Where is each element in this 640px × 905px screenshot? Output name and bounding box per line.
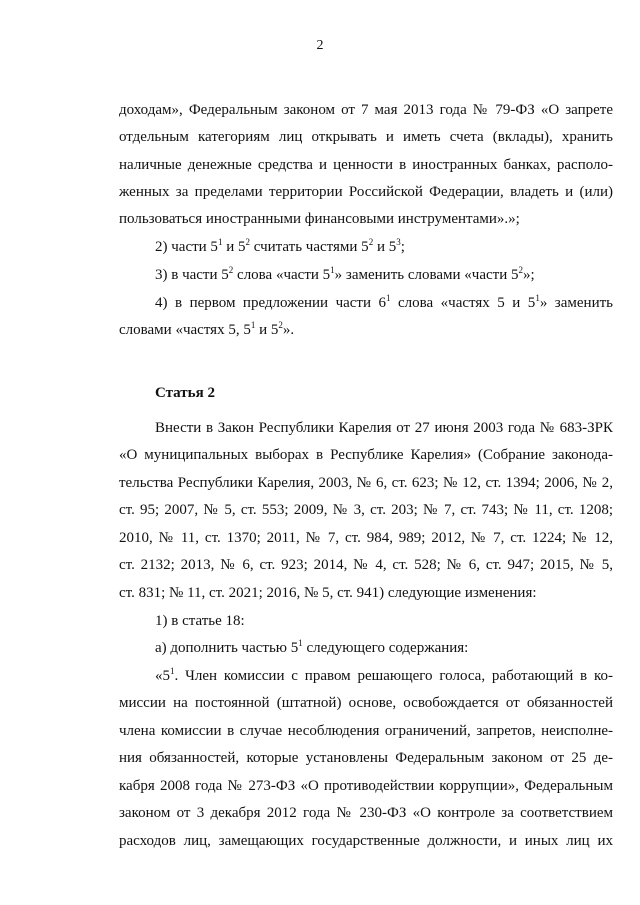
superscript: 1 [250,320,256,330]
text-line: пользоваться иностранными финансовыми инструментами».»; [119,211,520,227]
text-run: и 5 [222,239,246,255]
text-run: а) дополнить частью 5 [155,640,299,656]
page-number: 2 [316,38,324,53]
text-run: ». [282,322,295,338]
text-run: слова «частях 5 и 5 [390,295,536,311]
superscript: 1 [386,293,391,303]
quoted-text-line: члена комиссии в случае несоблюдения ограничений, запретов, неисполне- [119,723,613,739]
text-line: наличные денежные средства и ценности в иностранных банках, располо- [119,157,613,173]
text-run: ; [400,239,405,255]
text-line: «О муниципальных выборах в Республике Карелия» (Собрание законода- [119,447,613,463]
text-line: 2010, № 11, ст. 1370; 2011, № 7, ст. 984, 989; 2012, № 7, ст. 1224; № 12, [119,530,613,546]
text-line: доходам», Федеральным законом от 7 мая 2013 года № 79-ФЗ «О запрете [119,102,613,118]
quoted-text-line [155,666,613,686]
quoted-text-line: миссии на постоянной (штатной) основе, освобождается от обязанностей [119,695,613,711]
superscript: 3 [396,237,401,247]
text-run: . Член комиссии с правом решающего голоса, работающий в ко- [174,668,613,684]
article-heading: Статья 2 [155,385,215,401]
text-run: 3) в части 5 [155,267,229,283]
quoted-text-line: ния обязанностей, которые установлены Федеральным законом от 25 де- [119,750,613,766]
text-line: ст. 95; 2007, № 5, ст. 553; 2009, № 3, ст. 203; № 7, ст. 743; № 11, ст. 1208; [119,502,613,518]
text-line: Внести в Закон Республики Карелия от 27 июня 2003 года № 683-ЗРК [155,420,613,436]
amendment-item-2 [155,237,405,257]
text-run: 4) в первом предложении части 6 [155,295,386,311]
amendment-item-4 [155,293,613,313]
text-line: женных за пределами территории Российской Федерации, владеть и (или) [119,184,613,200]
text-line: ст. 831; № 11, ст. 2021; 2016, № 5, ст. 941) следующие изменения: [119,585,537,601]
text-run: словами «частях 5, 5 [119,322,251,338]
superscript: 1 [298,638,303,648]
amendment-item-3 [155,265,535,285]
text-run: и 5 [373,239,397,255]
text-run: » заменить [539,295,613,311]
superscript: 2 [368,237,374,247]
sub-item-a [155,638,468,658]
quoted-text-line: законом от 3 декабря 2012 года № 230-ФЗ «О контроле за соответствием [119,805,613,821]
text-run: и 5 [255,322,279,338]
text-run: «5 [155,668,170,684]
text-line: отдельным категориям лиц открывать и иметь счета (вклады), хранить [119,129,613,145]
superscript: 2 [245,237,250,247]
superscript: 2 [228,265,234,275]
text-run: слова «части 5 [233,267,331,283]
quoted-text-line: кабря 2008 года № 273-ФЗ «О противодействии коррупции», Федеральным [119,778,613,794]
text-run: » заменить словами «части 5 [334,267,519,283]
text-run: следующего содержания: [302,640,469,656]
text-run: считать частями 5 [249,239,369,255]
text-line: ст. 2132; 2013, № 6, ст. 923; 2014, № 4, ст. 528; № 6, ст. 947; 2015, № 5, [119,557,613,573]
superscript: 2 [278,320,283,330]
superscript: 1 [535,293,540,303]
sub-item-1: 1) в статье 18: [155,613,245,629]
superscript: 1 [330,265,335,275]
superscript: 1 [170,666,175,676]
superscript: 1 [217,237,223,247]
superscript: 2 [518,265,524,275]
amendment-item-4-continuation [119,320,294,340]
text-run: 2) части 5 [155,239,218,255]
text-run: »; [523,267,535,283]
text-line: тельства Республики Карелия, 2003, № 6, ст. 623; № 12, ст. 1394; 2006, № 2, [119,475,613,491]
quoted-text-line: расходов лиц, замещающих государственные должности, и иных лиц их [119,833,613,849]
